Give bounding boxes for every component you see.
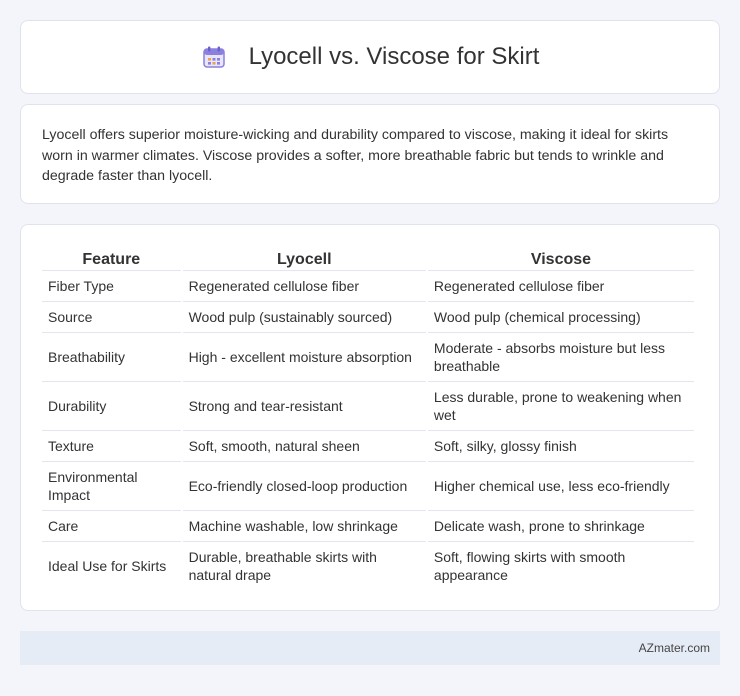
title-card xyxy=(20,20,720,94)
table-cell-feature: Care xyxy=(42,510,181,541)
table-row xyxy=(42,510,694,541)
table-cell-viscose: Regenerated cellulose fiber xyxy=(428,270,694,301)
table-cell-lyocell: High - excellent moisture absorption xyxy=(183,332,426,381)
table-cell-lyocell: Durable, breathable skirts with natural drape xyxy=(183,541,426,590)
table-cell-feature: Fiber Type xyxy=(42,270,181,301)
footer-brand: AZmater.com xyxy=(638,641,710,655)
comparison-table-card xyxy=(20,224,720,611)
table-cell-viscose: Moderate - absorbs moisture but less breathable xyxy=(428,332,694,381)
table-row xyxy=(42,332,694,381)
table-cell-feature: Source xyxy=(42,301,181,332)
table-cell-viscose: Delicate wash, prone to shrinkage xyxy=(428,510,694,541)
table-cell-feature: Ideal Use for Skirts xyxy=(42,541,181,590)
table-cell-lyocell: Eco-friendly closed-loop production xyxy=(183,461,426,510)
page-title: Lyocell vs. Viscose for Skirt xyxy=(248,43,540,70)
calendar-icon xyxy=(201,44,227,70)
comparison-table xyxy=(40,246,696,590)
table-cell-viscose: Higher chemical use, less eco-friendly xyxy=(428,461,694,510)
table-cell-viscose: Soft, flowing skirts with smooth appearance xyxy=(428,541,694,590)
table-cell-feature: Durability xyxy=(42,381,181,430)
header-feature: Feature xyxy=(82,251,141,268)
table-cell-lyocell: Regenerated cellulose fiber xyxy=(183,270,426,301)
table-header-row xyxy=(42,246,694,270)
table-row xyxy=(42,461,694,510)
table-cell-lyocell: Wood pulp (sustainably sourced) xyxy=(183,301,426,332)
table-row xyxy=(42,381,694,430)
table-row xyxy=(42,270,694,301)
table-row xyxy=(42,430,694,461)
table-cell-feature: Texture xyxy=(42,430,181,461)
table-cell-viscose: Less durable, prone to weakening when wet xyxy=(428,381,694,430)
summary-card xyxy=(20,104,720,204)
table-cell-feature: Environmental Impact xyxy=(42,461,181,510)
table-cell-lyocell: Strong and tear-resistant xyxy=(183,381,426,430)
table-cell-lyocell: Machine washable, low shrinkage xyxy=(183,510,426,541)
table-cell-viscose: Wood pulp (chemical processing) xyxy=(428,301,694,332)
footer xyxy=(20,631,720,665)
table-row xyxy=(42,541,694,590)
table-cell-lyocell: Soft, smooth, natural sheen xyxy=(183,430,426,461)
header-viscose: Viscose xyxy=(530,251,592,268)
table-cell-viscose: Soft, silky, glossy finish xyxy=(428,430,694,461)
table-row xyxy=(42,301,694,332)
summary-text: Lyocell offers superior moisture-wicking and durability compared to viscose, making it ideal for skirts worn in warmer climates. Viscose provides a softer, more breathable fabric but tends to wrinkle and degrade faster than lyocell. xyxy=(42,127,669,184)
table-cell-feature: Breathability xyxy=(42,332,181,381)
header-lyocell: Lyocell xyxy=(276,251,332,268)
